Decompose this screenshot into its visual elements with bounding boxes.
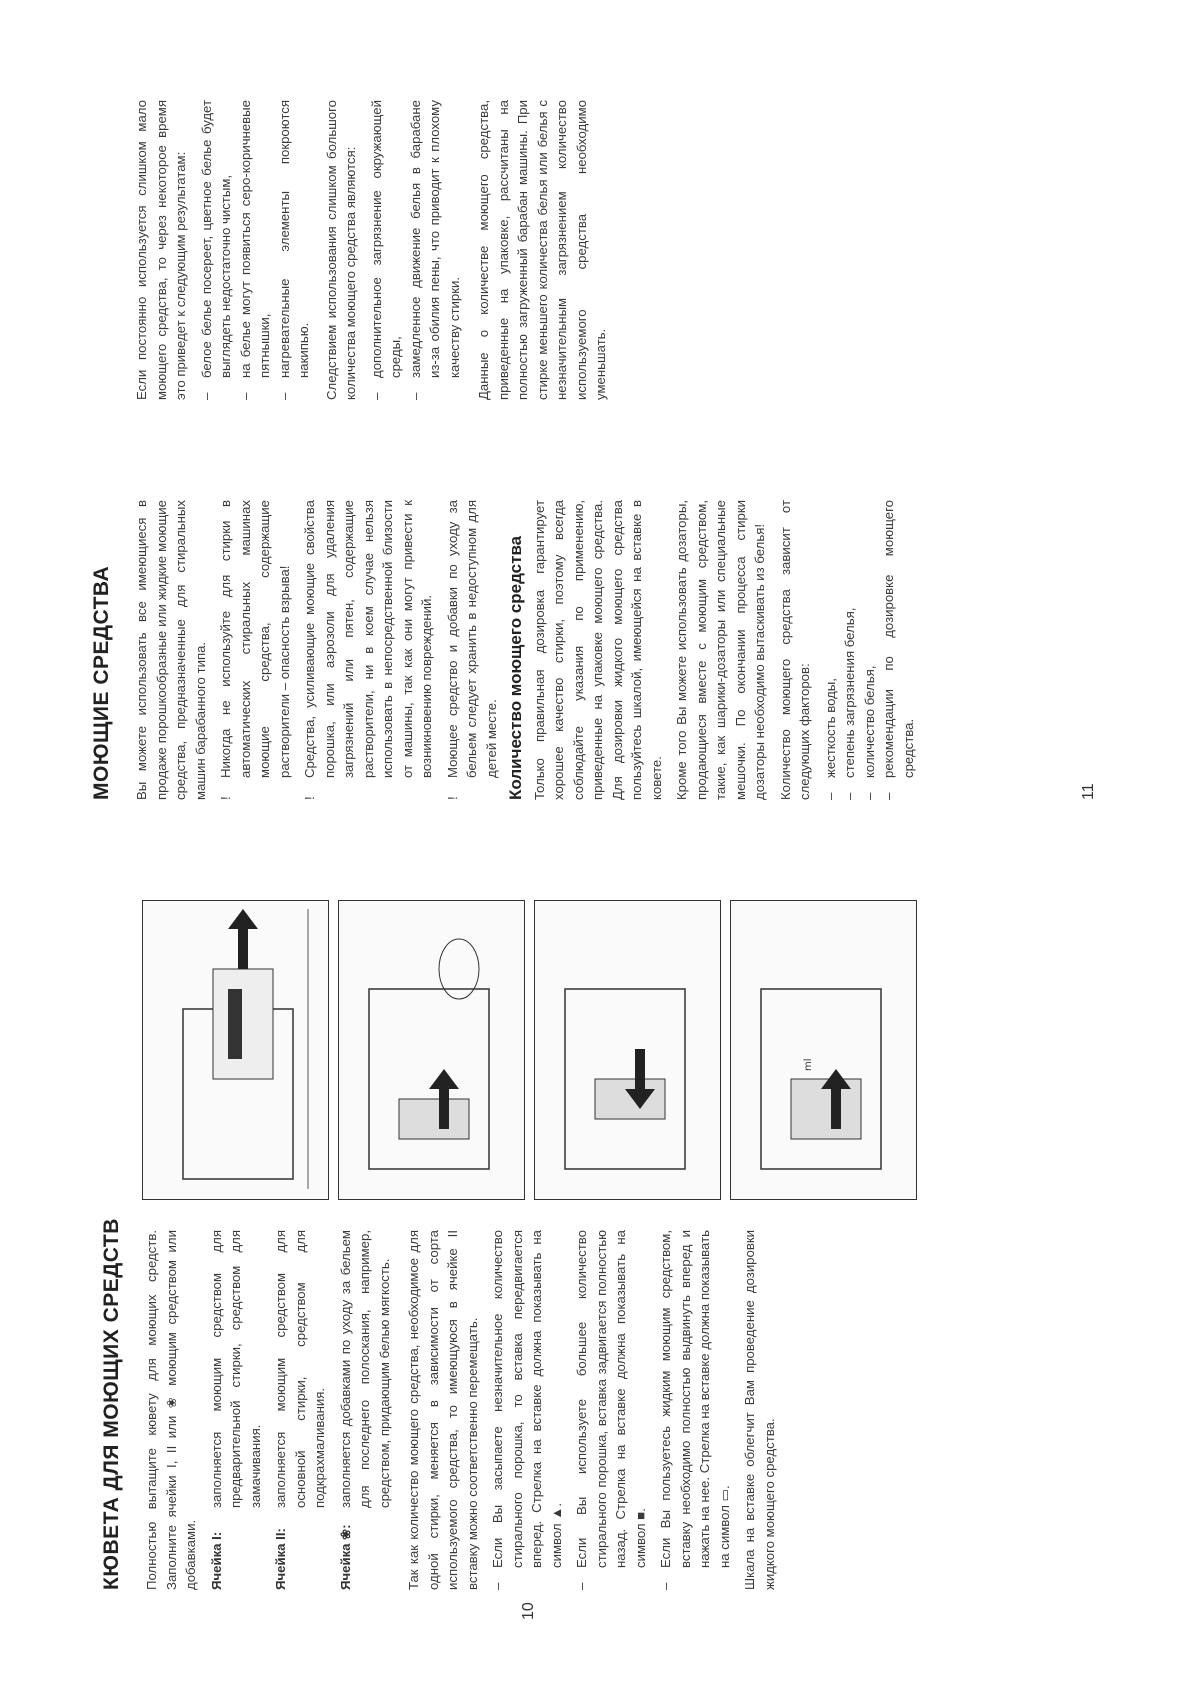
qty-para-3: Количество моющего средства зависит от следующих факторов:	[777, 500, 812, 800]
qty-para-1: Только правильная дозировка гарантирует хорошее качество стирки, поэтому всегда соблюдайте указания по применению, приведенные на упаковке моющего средства. Для дозировки жидкого моющего средства пользуйтесь шкалой, имеющейся на вставке в ковете.	[531, 500, 664, 800]
figure-insert-forward	[338, 900, 525, 1200]
right-col-3	[132, 100, 617, 400]
dash-1: – Если Вы засыпаете незначительное количество стирального порошка, то вставка передвигается вперед. Стрелка на вставке должна показывать на символ ▲.	[490, 1230, 564, 1590]
left-para2: Так как количество моющего средства, необходимое для одной стирки, меняется в зависимости от сорта используемого средства, то имеющуюся в ячейке II вставку можно соответственно перемещать.	[406, 1230, 480, 1590]
figure-insert-back	[534, 900, 721, 1200]
left-page-title: КЮВЕТА ДЛЯ МОЮЩИХ СРЕДСТВ	[100, 1218, 123, 1590]
figure-column	[142, 900, 932, 1200]
right-intro: Вы можете использовать все имеющиеся в продаже порошкообразные или жидкие моющие средства, предназначенные для стиральных машин барабанного типа.	[134, 500, 208, 800]
cell-2: Ячейка II: заполняется моющим средством для основной стирки, средством для подкрахмаливания.	[273, 1230, 327, 1590]
left-page-number: 10	[520, 1602, 537, 1620]
low-para: Если постоянно используется слишком мало моющего средства, то через некоторое время это приведет к следующим результатам:	[134, 100, 188, 400]
cell-1: Ячейка I: заполняется моющим средством для предварительной стирки, средством для замачивания.	[208, 1230, 263, 1590]
warning-2: ! Средства, усиливающие моющие свойства порошка, или аэрозоли для удаления загрязнений или пятен, содержащие растворители, ни в коем случае нельзя использовать в непосредственной близости от машины, так как они могут привести к возникновению повреждений.	[302, 500, 434, 800]
svg-text:ml: ml	[803, 1058, 814, 1071]
right-page-number: 11	[1080, 783, 1097, 800]
high-item-1: – дополнительное загрязнение окружающей среды,	[368, 100, 403, 400]
factor-1: – жесткость воды,	[822, 678, 838, 800]
warning-1: ! Никогда не используйте для стирки в автоматических стиральных машинах моющие средства, содержащие растворители – опасность взрыва!	[218, 500, 292, 800]
low-item-1: – белое белье посереет, цветное белье будет выглядеть недостаточно чистым,	[198, 100, 233, 400]
qty-para-2: Кроме того Вы можете использовать дозаторы, продающиеся вместе с моющим средством, такие, как шарики-дозаторы или специальные мешочки. По окончании процесса стирки дозаторы необходимо вытаскивать из белья!	[674, 500, 767, 800]
factor-3: – количество белья,	[861, 665, 877, 800]
final-para: Данные о количестве моющего средства, приведенные на упаковке, рассчитаны на полностью загруженный барабан машины. При стирке меньшего количества белья или белья с незначительным загрязнением количество используемого средства необходимо уменьшать.	[476, 100, 608, 400]
high-para: Следствием использования слишком большого количества моющего средства являются:	[323, 100, 358, 400]
right-col-1	[132, 500, 501, 800]
low-item-2: – на белье могут появиться серо-коричневые пятнышки,	[237, 100, 272, 400]
right-page-title: МОЮЩИЕ СРЕДСТВА	[90, 565, 113, 800]
figure-insert-liquid	[730, 900, 917, 1200]
factor-2: – степень загрязнения белья,	[842, 607, 857, 800]
factor-4: – рекомендации по дозировке моющего средства.	[881, 500, 916, 800]
figure-pull-out-drawer	[142, 900, 329, 1200]
right-col-2	[500, 500, 918, 800]
right-page	[80, 10, 1120, 820]
dash-3: – Если Вы пользуетесь жидким моющим средством, вставку необходимо полностью выдвинуть вперед и нажать на нее. Стрелка на вставке должна показывать на символ ▭.	[658, 1230, 732, 1590]
warning-3: ! Моющее средство и добавки по уходу за бельем следует хранить в недоступном для детей месте.	[444, 500, 499, 800]
low-item-3: – нагревательные элементы покроются накипью.	[276, 100, 311, 400]
high-item-2: – замедленное движение белья в барабане из-за обилия пены, что приводит к плохому качеству стирки.	[407, 100, 462, 400]
left-para3: Шкала на вставке облегчит Вам проведение дозировки жидкого моющего средства.	[742, 1230, 777, 1590]
dash-2: – Если Вы используете большее количество стирального порошка, вставка задвигается полностью назад. Стрелка на вставке должна показывать на символ ■.	[574, 1230, 648, 1590]
cell-3: Ячейка ❀: заполняется добавками по уходу за бельем для последнего полоскания, например, средством, придающим белью мягкость.	[337, 1230, 392, 1590]
quantity-subtitle: Количество моющего средства	[506, 535, 525, 800]
left-text-column	[142, 1230, 785, 1590]
left-intro: Полностью вытащите кювету для моющих средств. Заполните ячейки I, II или ❀ моющим средством или добавками.	[144, 1230, 198, 1590]
